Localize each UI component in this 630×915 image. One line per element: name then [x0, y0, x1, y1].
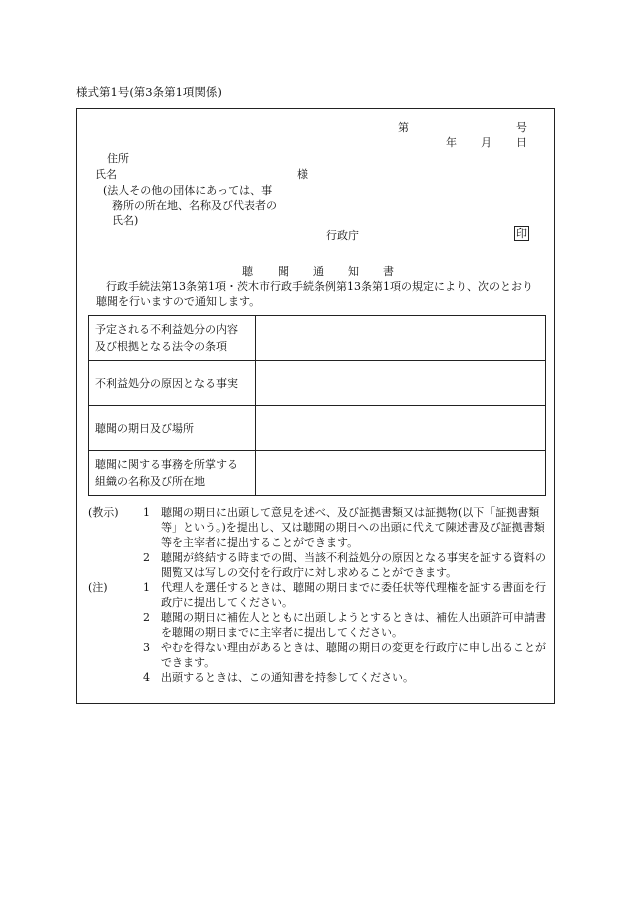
notes-section [88, 505, 558, 685]
row-label-line: 及び根拠となる法令の条項 [95, 340, 227, 353]
item-number: 1 [143, 506, 150, 519]
title-char-1: 聴 [242, 265, 253, 278]
item-number: 2 [143, 611, 150, 624]
list-item [88, 550, 558, 580]
name-label: 氏名 [95, 168, 117, 181]
date-month: 月 [481, 136, 492, 149]
item-number: 3 [143, 641, 150, 654]
table-row [89, 316, 546, 361]
item-text: 聴聞の期日に出頭して意見を述べ、及び証拠書類又は証拠物(以下「証拠書類等」という。)を提出し、又は聴聞の期日への出頭に代えて陳述書及び証拠書類等を主宰者に提出することができます。 [161, 506, 545, 549]
form-label: 様式第1号(第3条第1項関係) [76, 85, 222, 99]
list-item [88, 580, 558, 610]
item-text: 聴聞が終結する時までの間、当該不利益処分の原因となる事実を証する資料の閲覧又は写しの交付を行政庁に対し求めることができます。 [161, 551, 546, 579]
number-suffix: 号 [516, 121, 527, 134]
date-year: 年 [446, 136, 457, 149]
item-number: 2 [143, 551, 150, 564]
row-value-field[interactable] [256, 316, 546, 361]
title-char-5: 書 [383, 265, 394, 278]
intro-line-2: 聴聞を行いますので通知します。 [96, 295, 261, 308]
row-label-line: 不利益処分の原因となる事実 [95, 376, 238, 390]
title-char-2: 聞 [278, 265, 289, 278]
list-item [88, 505, 558, 550]
row-label-line: 聴聞に関する事務を所掌する [95, 458, 238, 471]
row-label-line: 聴聞の期日及び場所 [95, 421, 194, 435]
row-label [89, 406, 256, 451]
addressee-note-line3: 氏名) [112, 214, 139, 227]
list-item [88, 670, 558, 685]
instructions-label: (教示) [88, 506, 119, 519]
date-day: 日 [516, 136, 527, 149]
notice-form [76, 108, 555, 704]
intro-line-1: 行政手続法第13条第1項・茨木市行政手続条例第13条第1項の規定により、次のとおり [106, 280, 533, 293]
address-label: 住所 [107, 152, 129, 165]
row-label [89, 451, 256, 496]
issuer-name: 行政庁 [326, 229, 359, 242]
row-label-line: 組織の名称及び所在地 [95, 475, 205, 488]
notes-label: (注) [88, 581, 108, 594]
table-row [89, 361, 546, 406]
honorific: 様 [297, 168, 308, 181]
item-text: 聴聞の期日に補佐人とともに出頭しようとするときは、補佐人出頭許可申請書を聴聞の期日までに主宰者に提出してください。 [161, 611, 546, 639]
table-row [89, 451, 546, 496]
row-label [89, 316, 256, 361]
item-text: やむを得ない理由があるときは、聴聞の期日の変更を行政庁に申し出ることができます。 [161, 641, 546, 669]
item-number: 1 [143, 581, 150, 594]
addressee-note-line1: (法人その他の団体にあっては、事 [103, 184, 273, 197]
item-text: 代理人を選任するときは、聴聞の期日までに委任状等代理権を証する書面を行政庁に提出してください。 [161, 581, 546, 609]
details-table [88, 315, 546, 496]
seal-mark: 印 [516, 227, 527, 240]
item-text: 出頭するときは、この通知書を持参してください。 [161, 671, 414, 684]
row-value-field[interactable] [256, 406, 546, 451]
addressee-note-line2: 務所の所在地、名称及び代表者の [112, 199, 277, 212]
item-number: 4 [143, 671, 150, 684]
row-value-field[interactable] [256, 361, 546, 406]
row-label [89, 361, 256, 406]
list-item [88, 610, 558, 640]
list-item [88, 640, 558, 670]
row-label-line: 予定される不利益処分の内容 [95, 323, 238, 336]
table-row [89, 406, 546, 451]
row-value-field[interactable] [256, 451, 546, 496]
title-char-3: 通 [313, 265, 324, 278]
number-prefix: 第 [398, 121, 409, 134]
title-char-4: 知 [348, 265, 359, 278]
